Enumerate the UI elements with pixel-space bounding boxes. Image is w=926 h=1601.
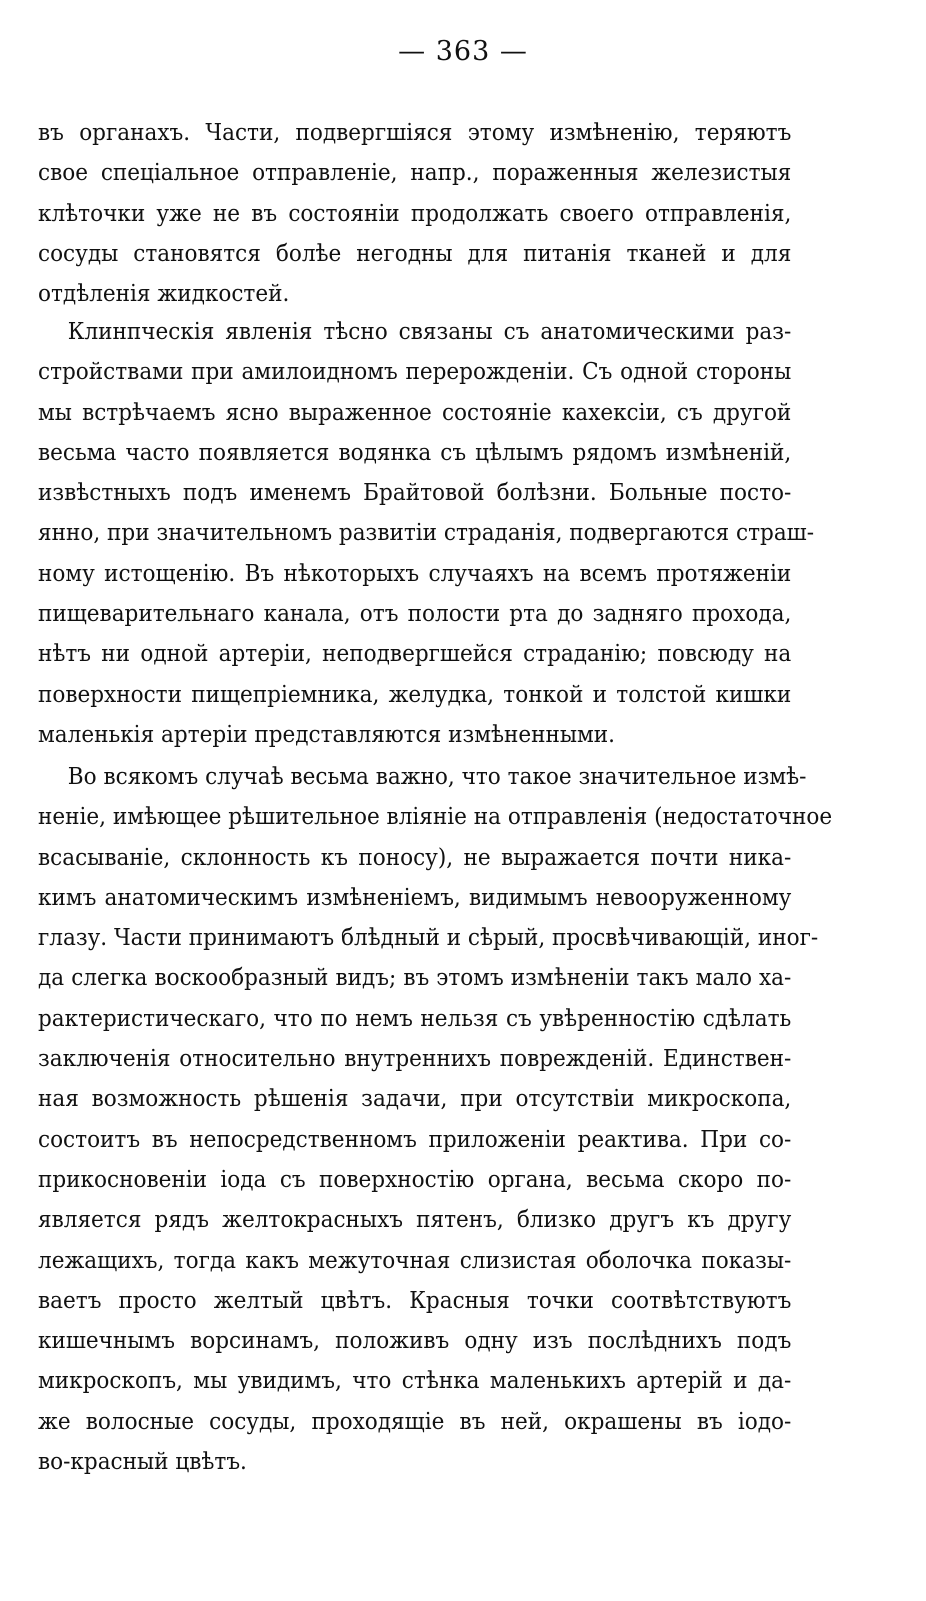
page-number: — 363 — bbox=[398, 36, 528, 67]
text-line: во-красный цвѣтъ. bbox=[38, 1448, 247, 1476]
text-line: въ органахъ. Части, подвергшіяся этому измѣненію, теряютъ bbox=[38, 119, 792, 146]
text-line: Клинпческія явленія тѣсно связаны съ анатомическими раз- bbox=[67, 318, 792, 345]
text-line: микроскопъ, мы увидимъ, что стѣнка маленькихъ артерій и да- bbox=[38, 1367, 792, 1395]
text-line: ному истощенію. Въ нѣкоторыхъ случаяхъ на всемъ протяженіи bbox=[38, 559, 792, 587]
text-line: мы встрѣчаемъ ясно выраженное состояніе кахексіи, съ другой bbox=[38, 398, 792, 426]
text-line: клѣточки уже не въ состояніи продолжать своего отправленія, bbox=[38, 199, 792, 227]
text-line: нѣтъ ни одной артеріи, неподвергшейся страданію; повсюду на bbox=[38, 640, 792, 668]
text-line: свое спеціальное отправленіе, напр., пораженныя железистыя bbox=[38, 159, 792, 187]
text-line: неніе, имѣющее рѣшительное вліяніе на отправленія (недостаточное bbox=[38, 803, 833, 831]
text-line: поверхности пищепріемника, желудка, тонкой и толстой кишки bbox=[38, 680, 792, 708]
text-line: же волосные сосуды, проходящіе въ ней, окрашены въ іодо- bbox=[38, 1407, 792, 1435]
text-line: пищеварительнаго канала, отъ полости рта до задняго прохода, bbox=[38, 600, 792, 628]
text-line: глазу. Части принимаютъ блѣдный и сѣрый, просвѣчивающій, иног- bbox=[38, 924, 819, 952]
text-line: отдѣленія жидкостей. bbox=[38, 280, 290, 308]
text-line: кишечнымъ ворсинамъ, положивъ одну изъ послѣднихъ подъ bbox=[38, 1327, 792, 1355]
text-line: заключенія относительно внутреннихъ поврежденій. Единствен- bbox=[38, 1045, 792, 1073]
text-line: ваетъ просто желтый цвѣтъ. Красныя точки соотвѣтствуютъ bbox=[38, 1286, 792, 1314]
text-line: стройствами при амилоидномъ перерожденіи. Съ одной стороны bbox=[38, 358, 792, 386]
text-line: всасываніе, склонность къ поносу), не выражается почти ника- bbox=[38, 843, 792, 871]
text-line: лежащихъ, тогда какъ межуточная слизистая оболочка показы- bbox=[38, 1246, 792, 1274]
text-line: янно, при значительномъ развитіи страданія, подвергаются страш- bbox=[38, 519, 815, 547]
text-line: кимъ анатомическимъ измѣненіемъ, видимымъ невооруженному bbox=[38, 883, 792, 911]
text-line: да слегка воскообразный видъ; въ этомъ измѣненіи такъ мало ха- bbox=[38, 964, 792, 992]
text-line: является рядъ желтокрасныхъ пятенъ, близко другъ къ другу bbox=[38, 1206, 792, 1234]
text-line: прикосновеніи іода съ поверхностію органа, весьма скоро по- bbox=[38, 1165, 792, 1193]
text-line: состоитъ въ непосредственномъ приложеніи реактива. При со- bbox=[38, 1125, 792, 1153]
text-line: маленькія артеріи представляются измѣненными. bbox=[38, 720, 616, 748]
paragraph-1 bbox=[38, 113, 791, 314]
text-line: рактеристическаго, что по немъ нельзя съ увѣренностію сдѣлать bbox=[38, 1004, 792, 1032]
paragraph-3 bbox=[38, 757, 833, 1482]
paragraph-2 bbox=[38, 312, 815, 755]
text-line: Во всякомъ случаѣ весьма важно, что такое значительное измѣ- bbox=[67, 763, 807, 790]
text-line: ная возможность рѣшенія задачи, при отсутствіи микроскопа, bbox=[38, 1085, 792, 1113]
text-line: весьма часто появляется водянка съ цѣлымъ рядомъ измѣненій, bbox=[38, 438, 792, 466]
text-line: извѣстныхъ подъ именемъ Брайтовой болѣзни. Больные посто- bbox=[38, 479, 792, 507]
text-line: сосуды становятся болѣе негодны для питанія тканей и для bbox=[38, 239, 792, 267]
